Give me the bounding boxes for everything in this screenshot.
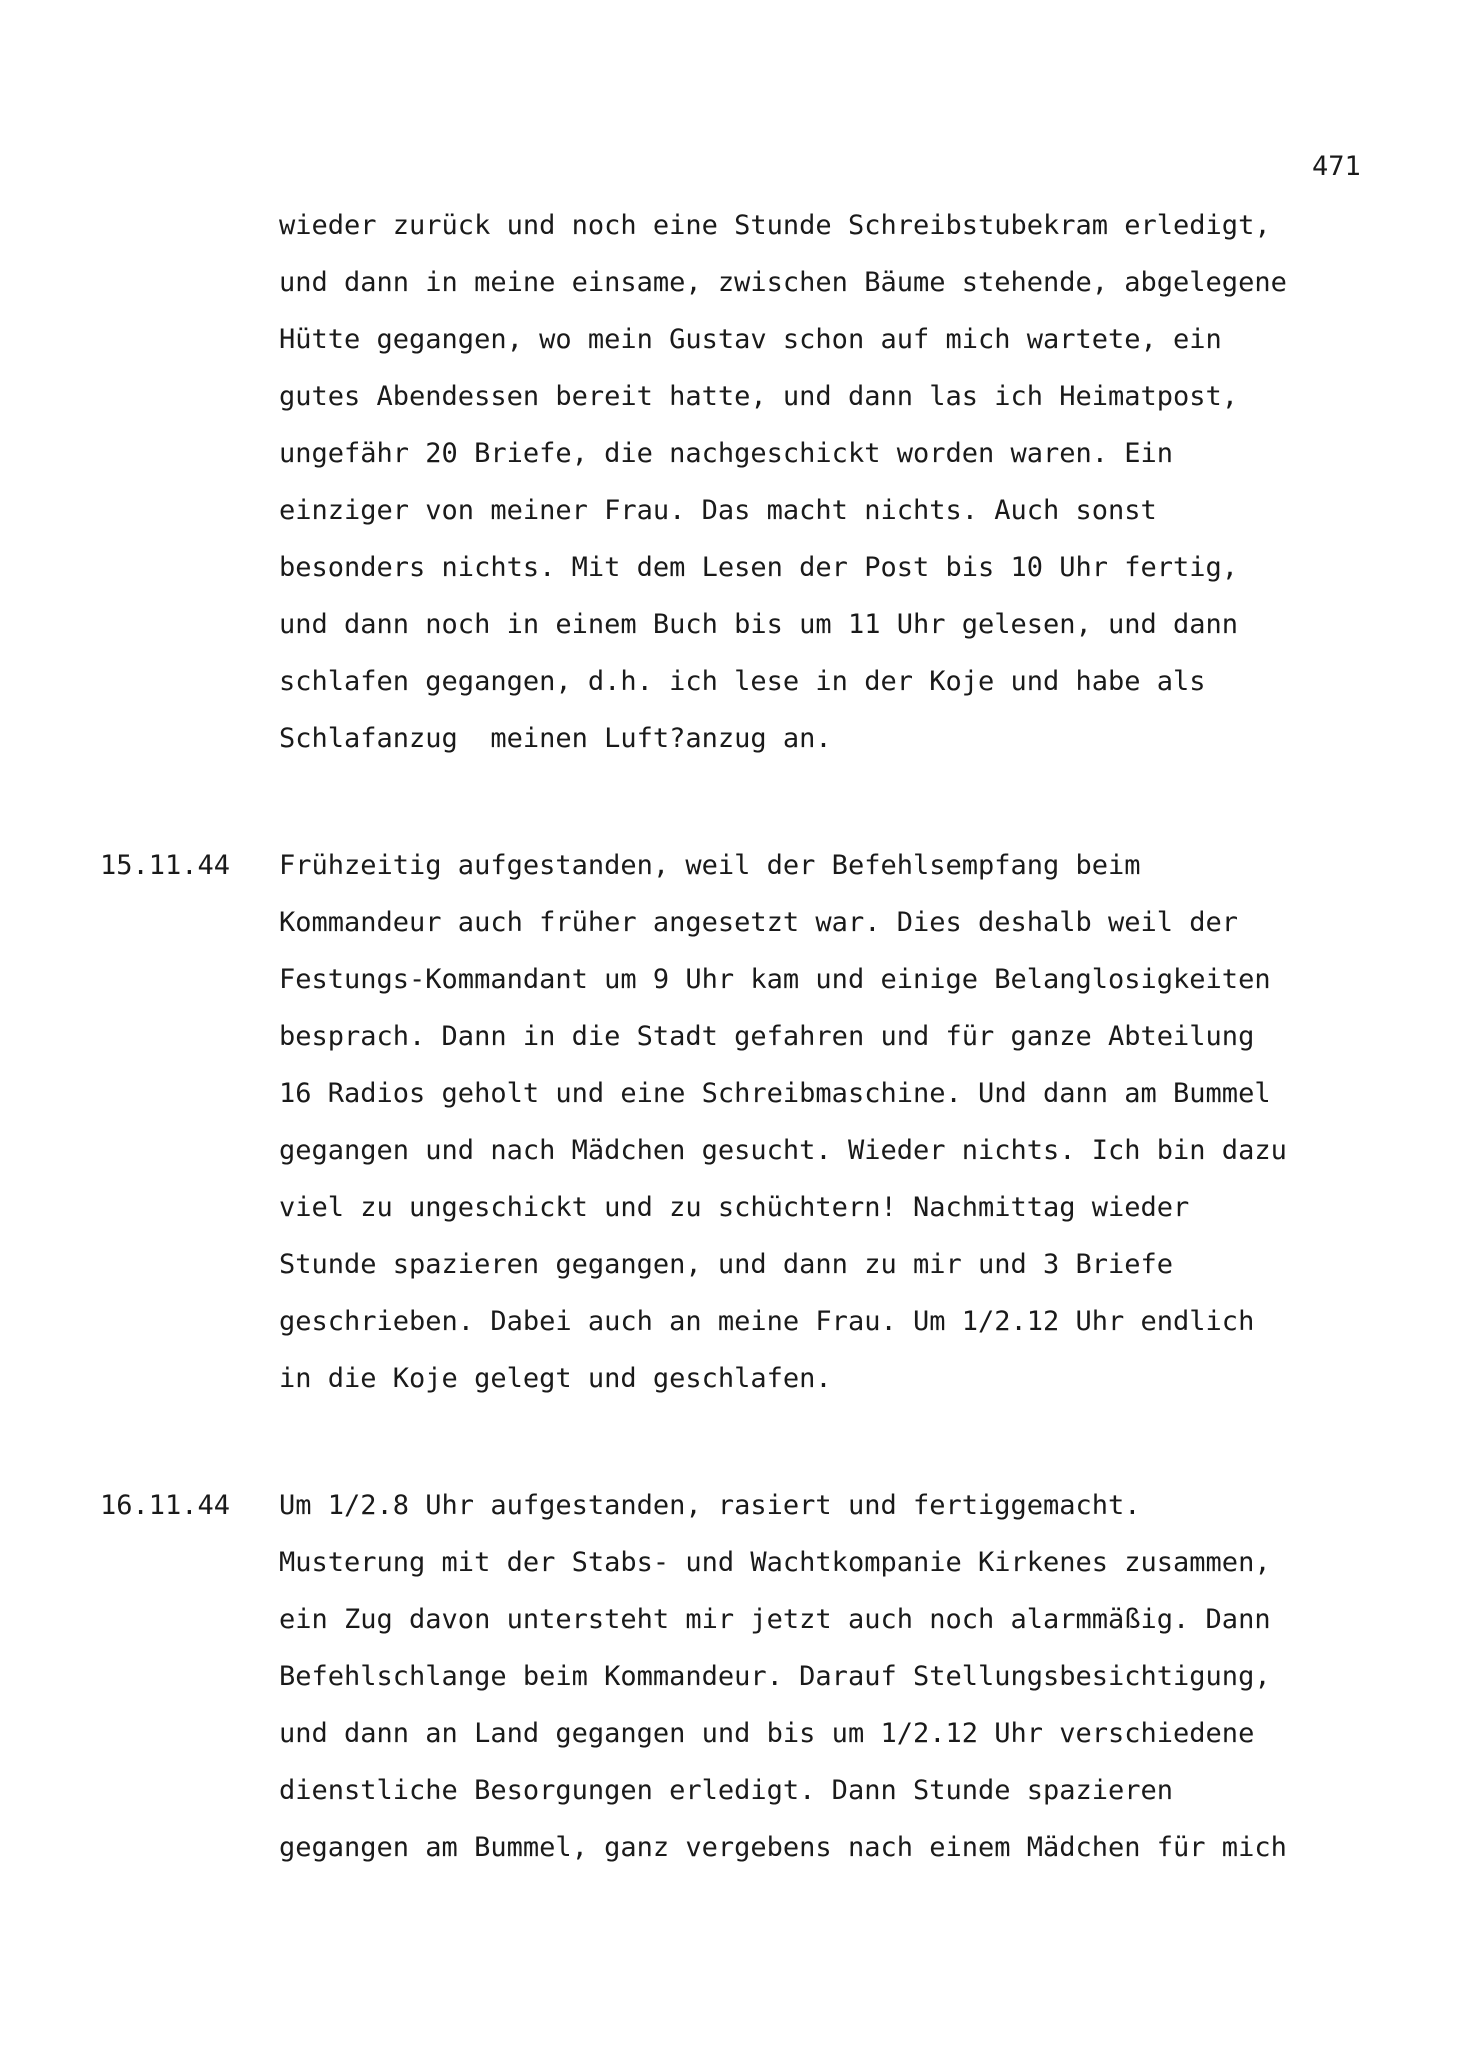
entry-date: 15.11.44: [100, 850, 231, 881]
text-line: dienstliche Besorgungen erledigt. Dann Stunde spazieren: [279, 1775, 1174, 1806]
text-line: ungefähr 20 Briefe, die nachgeschickt worden waren. Ein: [279, 438, 1174, 469]
text-line: gutes Abendessen bereit hatte, und dann las ich Heimatpost,: [279, 381, 1239, 412]
text-line: 16 Radios geholt und eine Schreibmaschine. Und dann am Bummel: [279, 1078, 1271, 1109]
text-line: ein Zug davon untersteht mir jetzt auch noch alarmmäßig. Dann: [279, 1604, 1271, 1635]
text-line: Musterung mit der Stabs- und Wachtkompanie Kirkenes zusammen,: [279, 1547, 1271, 1578]
text-line: Hütte gegangen, wo mein Gustav schon auf mich wartete, ein: [279, 324, 1222, 355]
entry-date: 16.11.44: [100, 1490, 231, 1521]
page-number: 471: [1312, 151, 1361, 182]
text-line: Frühzeitig aufgestanden, weil der Befehlsempfang beim: [279, 850, 1141, 881]
text-line: Schlafanzug meinen Luft?anzug an.: [279, 723, 832, 754]
entry-body: [279, 837, 1287, 1407]
text-line: Stunde spazieren gegangen, und dann zu mir und 3 Briefe: [279, 1249, 1174, 1280]
text-line: und dann an Land gegangen und bis um 1/2.12 Uhr verschiedene: [279, 1718, 1255, 1749]
text-line: Kommandeur auch früher angesetzt war. Dies deshalb weil der: [279, 907, 1239, 938]
text-line: und dann noch in einem Buch bis um 11 Uhr gelesen, und dann: [279, 609, 1239, 640]
text-line: geschrieben. Dabei auch an meine Frau. Um 1/2.12 Uhr endlich: [279, 1306, 1255, 1337]
intro-paragraph: [279, 197, 1287, 767]
text-line: besonders nichts. Mit dem Lesen der Post bis 10 Uhr fertig,: [279, 552, 1239, 583]
text-line: besprach. Dann in die Stadt gefahren und für ganze Abteilung: [279, 1021, 1255, 1052]
text-line: wieder zurück und noch eine Stunde Schreibstubekram erledigt,: [279, 210, 1271, 241]
text-line: schlafen gegangen, d.h. ich lese in der Koje und habe als: [279, 666, 1206, 697]
text-line: Befehlschlange beim Kommandeur. Darauf Stellungsbesichtigung,: [279, 1661, 1271, 1692]
text-line: Um 1/2.8 Uhr aufgestanden, rasiert und fertiggemacht.: [279, 1490, 1141, 1521]
text-line: Festungs-Kommandant um 9 Uhr kam und einige Belanglosigkeiten: [279, 964, 1271, 995]
text-line: in die Koje gelegt und geschlafen.: [279, 1363, 832, 1394]
text-line: gegangen am Bummel, ganz vergebens nach einem Mädchen für mich: [279, 1832, 1287, 1863]
text-line: viel zu ungeschickt und zu schüchtern! Nachmittag wieder: [279, 1192, 1190, 1223]
text-line: gegangen und nach Mädchen gesucht. Wieder nichts. Ich bin dazu: [279, 1135, 1287, 1166]
text-line: und dann in meine einsame, zwischen Bäume stehende, abgelegene: [279, 267, 1287, 298]
text-line: einziger von meiner Frau. Das macht nichts. Auch sonst: [279, 495, 1157, 526]
entry-body: [279, 1477, 1287, 1876]
